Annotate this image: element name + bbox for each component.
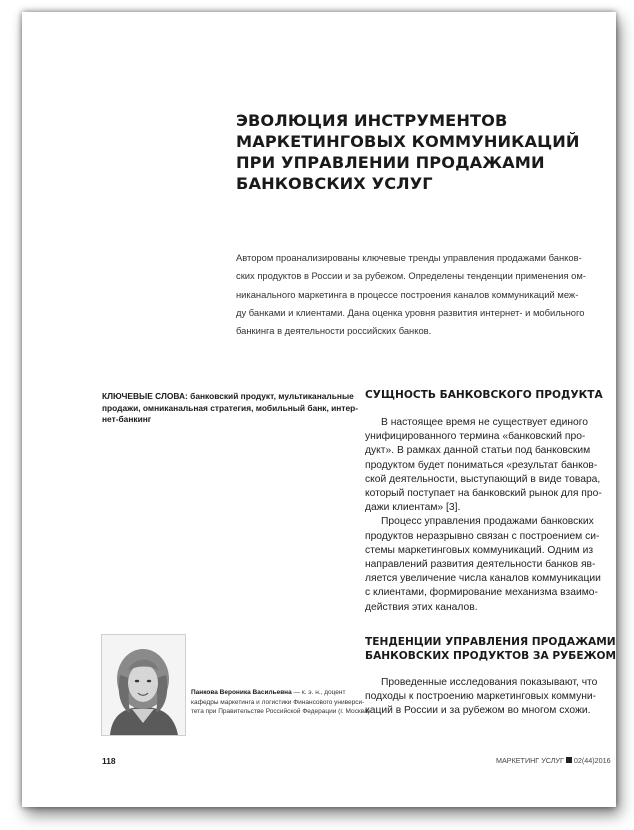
body-line: дукт». В рамках данной статьи под банковским: [365, 445, 591, 457]
title-line: МАРКЕТИНГОВЫХ КОММУНИКАЦИЙ: [236, 132, 580, 151]
body-line: каций в России и за рубежом во многом схожи.: [365, 705, 591, 717]
keywords: [102, 391, 359, 426]
journal-issue: 02(44)2016: [573, 756, 611, 765]
body-line: с клиентами, формирование механизма взаимо-: [365, 587, 598, 599]
title-line: БАНКОВСКИХ УСЛУГ: [236, 174, 433, 193]
abstract-line: никанального маркетинга в процессе построения каналов коммуникаций меж-: [236, 288, 579, 300]
author-degree: — к. э. н., доцент: [291, 689, 346, 696]
author-affiliation: тета при Правительстве Российской Федерации (г. Москва): [191, 708, 370, 716]
section-heading: [365, 636, 625, 663]
abstract-line: ских продуктов в России и за рубежом. Определены тенденции применения ом-: [236, 270, 586, 282]
section-body: [365, 416, 625, 615]
body-line: направлений развития деятельности банков яв-: [365, 559, 596, 571]
journal-footer: [496, 756, 616, 765]
abstract-line: банкинга в деятельности российских банков.: [236, 325, 432, 337]
body-line: продуктов неразрывно связан с построением си-: [365, 530, 600, 542]
journal-name: МАРКЕТИНГ УСЛУГ: [496, 756, 564, 765]
body-line: подходы к построению маркетинговых коммуни-: [365, 691, 597, 703]
title-line: ЭВОЛЮЦИЯ ИНСТРУМЕНТОВ: [236, 111, 508, 130]
keywords-line: нет-банкинг: [102, 414, 152, 425]
section-body: [365, 676, 625, 719]
body-line: дажи клиентам» [3].: [365, 502, 461, 514]
body-line: ской деятельности, выступающий в виде товара,: [365, 473, 601, 485]
keywords-line: КЛЮЧЕВЫЕ СЛОВА: банковский продукт, мультиканальные: [102, 391, 354, 401]
page-number: 118: [102, 756, 116, 766]
body-line: стемы маркетинговых коммуникаций. Одним из: [365, 544, 594, 556]
author-name: Панкова Вероника Васильевна: [191, 689, 292, 696]
body-line: В настоящее время не существует единого: [381, 417, 588, 428]
section-heading-text: СУЩНОСТЬ БАНКОВСКОГО ПРОДУКТА: [365, 389, 603, 401]
body-line: Процесс управления продажами банковских: [381, 516, 594, 528]
author-info: [191, 688, 370, 717]
body-line: который поступает на банковский рынок для про-: [365, 488, 602, 500]
author-photo: [101, 634, 186, 736]
section-heading: [365, 389, 625, 403]
square-separator-icon: [566, 757, 572, 763]
section-heading-text: БАНКОВСКИХ ПРОДУКТОВ ЗА РУБЕЖОМ: [365, 649, 617, 662]
abstract-line: ду банками и клиентами. Дана оценка уровня развития интернет- и мобильного: [236, 306, 585, 318]
keywords-line: продажи, омниканальная стратегия, мобильный банк, интер-: [102, 402, 359, 413]
abstract: [236, 249, 616, 340]
body-line: Проведенные исследования показывают, что: [381, 677, 598, 688]
body-line: ляется увеличение числа каналов коммуникации: [365, 573, 601, 585]
abstract-line: Автором проанализированы ключевые тренды управления продажами банков-: [236, 252, 582, 263]
title-line: ПРИ УПРАВЛЕНИИ ПРОДАЖАМИ: [236, 153, 545, 172]
section-heading-text: ТЕНДЕНЦИИ УПРАВЛЕНИЯ ПРОДАЖАМИ: [365, 636, 616, 648]
article-title: [236, 110, 580, 194]
body-line: продуктом будет пониматься «результат банков-: [365, 459, 598, 471]
body-line: унифицированного термина «банковский про-: [365, 431, 586, 443]
body-line: действия этих каналов.: [365, 601, 478, 613]
journal-page: [22, 12, 616, 807]
author-affiliation: кафедры маркетинга и логистики Финансового универси-: [191, 698, 365, 706]
